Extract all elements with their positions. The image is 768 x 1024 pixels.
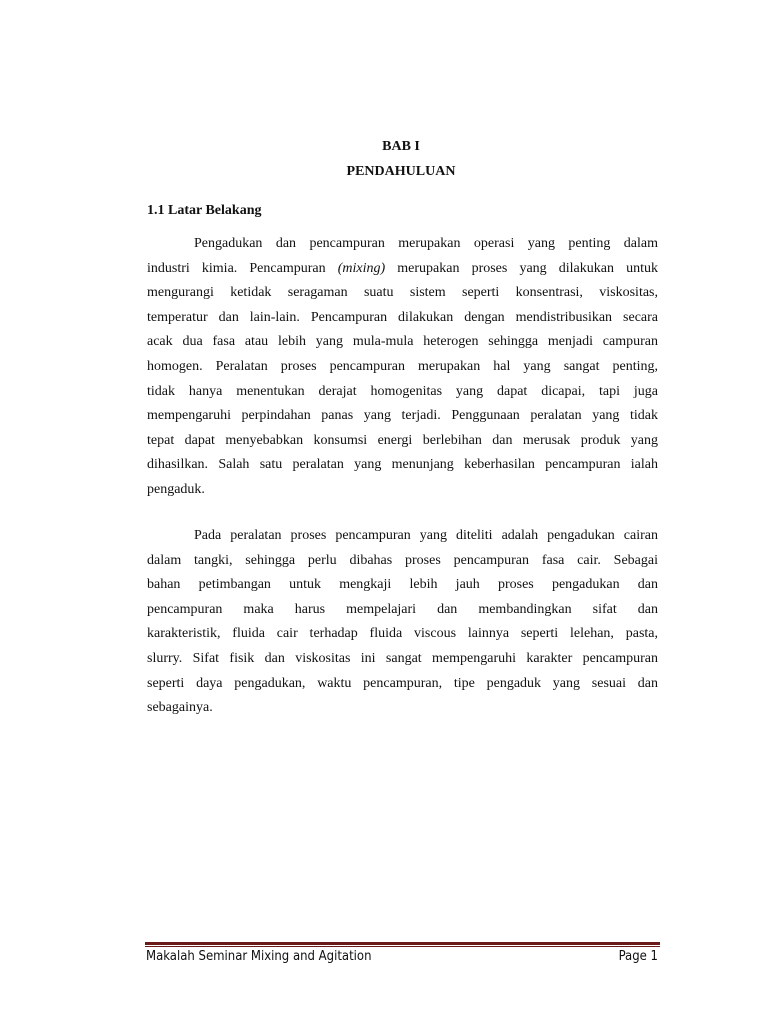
paragraph-line: tidak hanya menentukan derajat homogenitas yang dapat dicapai, tapi juga xyxy=(147,383,658,399)
paragraph-line: acak dua fasa atau lebih yang mula-mula heterogen sehingga menjadi campuran xyxy=(147,334,658,350)
paragraph-line: homogen. Peralatan proses pencampuran merupakan hal yang sangat penting, xyxy=(147,358,658,374)
paragraph-line: temperatur dan lain-lain. Pencampuran dilakukan dengan mendistribusikan secara xyxy=(147,309,658,325)
paragraph-line: pengaduk. xyxy=(147,481,205,497)
footer-divider-thick xyxy=(145,942,660,945)
paragraph-1 xyxy=(147,232,658,503)
emphasis-text: (mixing) xyxy=(337,260,386,276)
paragraph-line: karakteristik, fluida cair terhadap fluida viscous lainnya seperti lelehan, pasta, xyxy=(147,626,658,642)
paragraph-line: mengurangi ketidak seragaman suatu sistem seperti konsentrasi, viskositas, xyxy=(147,285,658,301)
footer-divider-thin xyxy=(145,946,660,947)
paragraph-line: sebagainya. xyxy=(147,700,213,716)
text-run: merupakan proses yang dilakukan untuk xyxy=(385,260,658,276)
chapter-title: PENDAHULUAN xyxy=(346,164,456,179)
paragraph-line: pencampuran maka harus mempelajari dan membandingkan sifat dan xyxy=(147,601,658,617)
text-run: industri kimia. Pencampuran xyxy=(147,260,338,276)
paragraph-line: dihasilkan. Salah satu peralatan yang menunjang keberhasilan pencampuran ialah xyxy=(147,457,658,473)
paragraph-line: tepat dapat menyebabkan konsumsi energi berlebihan dan merusak produk yang xyxy=(147,432,658,448)
paragraph-line xyxy=(147,257,658,282)
page-number: Page 1 xyxy=(618,949,658,964)
paragraph-line: Pengadukan dan pencampuran merupakan operasi yang penting dalam xyxy=(194,236,658,251)
section-heading: 1.1 Latar Belakang xyxy=(147,203,262,218)
chapter-number: BAB I xyxy=(382,139,420,154)
paragraph-line: slurry. Sifat fisik dan viskositas ini sangat mempengaruhi karakter pencampuran xyxy=(147,650,658,666)
paragraph-line: mempengaruhi perpindahan panas yang terjadi. Penggunaan peralatan yang tidak xyxy=(147,408,658,424)
paragraph-2 xyxy=(147,524,658,721)
paragraph-line: seperti daya pengadukan, waktu pencampuran, tipe pengaduk yang sesuai dan xyxy=(147,675,658,691)
footer-title: Makalah Seminar Mixing and Agitation xyxy=(146,949,372,964)
paragraph-line: bahan petimbangan untuk mengkaji lebih jauh proses pengadukan dan xyxy=(147,577,658,593)
paragraph-line: Pada peralatan proses pencampuran yang diteliti adalah pengadukan cairan xyxy=(194,528,658,543)
paragraph-line: dalam tangki, sehingga perlu dibahas proses pencampuran fasa cair. Sebagai xyxy=(147,552,658,568)
